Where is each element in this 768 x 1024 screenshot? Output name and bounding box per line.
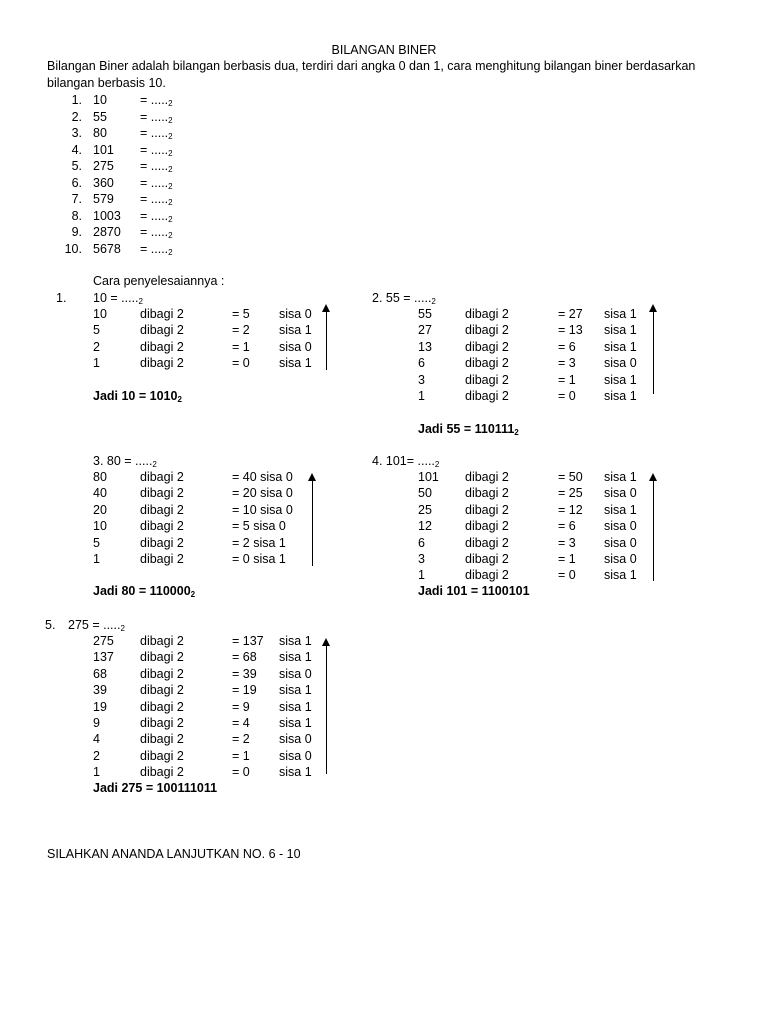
division-dividend: 27 <box>418 323 432 338</box>
division-dividend: 25 <box>418 502 432 517</box>
question-blank: = $....._2$ <box>140 142 173 158</box>
division-operation: dibagi 2 <box>140 339 184 354</box>
question-blank: = $....._2$ <box>140 241 173 257</box>
division-operation: dibagi 2 <box>465 568 509 583</box>
division-quotient: = 10 sisa 0 <box>232 502 293 517</box>
division-dividend: 1 <box>93 765 100 780</box>
division-operation: dibagi 2 <box>140 748 184 763</box>
division-remainder: sisa 1 <box>604 323 637 338</box>
solution-header: $275 = ....._2$ <box>68 618 125 633</box>
division-quotient: = 0 sisa 1 <box>232 552 286 566</box>
question-number: 2. <box>71 109 82 124</box>
base-subscript: 2 <box>431 297 436 306</box>
division-dividend: 5 <box>93 535 100 550</box>
solution-header: 3. $80 = ....._2$ <box>93 454 157 469</box>
division-dividend: 19 <box>93 699 107 714</box>
question-number: 4. <box>71 142 82 157</box>
division-operation: dibagi 2 <box>465 535 509 550</box>
base-subscript: 2 <box>168 247 173 257</box>
division-operation: dibagi 2 <box>465 356 509 371</box>
division-operation: dibagi 2 <box>140 502 184 517</box>
base-subscript: 2 <box>177 395 182 404</box>
question-number: 10. <box>64 241 82 256</box>
division-dividend: 2 <box>93 748 100 763</box>
division-operation: dibagi 2 <box>465 339 509 354</box>
division-operation: dibagi 2 <box>140 732 184 747</box>
division-dividend: 68 <box>93 666 107 681</box>
question-value: 55 <box>93 109 107 124</box>
division-operation: dibagi 2 <box>140 486 184 501</box>
division-remainder: sisa 1 <box>279 765 312 780</box>
division-dividend: 1 <box>93 356 100 371</box>
division-operation: dibagi 2 <box>465 552 509 566</box>
base-subscript: 2 <box>514 428 519 437</box>
question-value: 80 <box>93 126 107 140</box>
division-operation: dibagi 2 <box>140 683 184 698</box>
division-remainder: sisa 0 <box>604 519 637 534</box>
division-operation: dibagi 2 <box>465 470 509 484</box>
division-dividend: 40 <box>93 486 107 501</box>
question-value: 579 <box>93 192 114 206</box>
division-dividend: 50 <box>418 486 432 501</box>
division-dividend: 6 <box>418 356 425 371</box>
division-quotient: = 1 <box>558 552 576 566</box>
division-remainder: sisa 1 <box>604 389 637 403</box>
division-remainder: sisa 1 <box>604 502 637 517</box>
division-dividend: 4 <box>93 732 100 747</box>
division-operation: dibagi 2 <box>140 765 184 780</box>
division-dividend: 20 <box>93 502 107 517</box>
division-operation: dibagi 2 <box>140 552 184 566</box>
base-subscript: 2 <box>138 297 143 306</box>
division-operation: dibagi 2 <box>140 470 184 484</box>
division-dividend: 3 <box>418 372 425 387</box>
division-remainder: sisa 0 <box>279 307 312 321</box>
division-operation: dibagi 2 <box>465 323 509 338</box>
division-quotient: = 25 <box>558 486 583 501</box>
division-operation: dibagi 2 <box>140 716 184 730</box>
division-operation: dibagi 2 <box>465 502 509 517</box>
division-dividend: 1 <box>418 568 425 583</box>
division-operation: dibagi 2 <box>140 650 184 665</box>
division-operation: dibagi 2 <box>465 486 509 501</box>
question-number: 6. <box>71 175 82 190</box>
division-remainder: sisa 1 <box>604 568 637 583</box>
division-quotient: = 4 <box>232 716 250 730</box>
question-blank: = $....._2$ <box>140 93 173 108</box>
division-remainder: sisa 1 <box>279 634 312 648</box>
base-subscript: 2 <box>168 214 173 224</box>
division-quotient: = 3 <box>558 535 576 550</box>
division-remainder: sisa 0 <box>279 732 312 747</box>
division-dividend: 55 <box>418 307 432 321</box>
division-dividend: 101 <box>418 470 439 484</box>
base-subscript: 2 <box>168 99 173 108</box>
intro-paragraph: Bilangan Biner adalah bilangan berbasis dua, terdiri dari angka 0 dan 1, cara menghitung bilangan biner berdasarkan bilangan berbasis 10. <box>47 59 696 90</box>
question-value: 10 <box>93 93 107 107</box>
division-dividend: 1 <box>418 389 425 403</box>
base-subscript: 2 <box>152 460 157 469</box>
solution-number: 5. <box>45 618 56 632</box>
division-quotient: = 2 sisa 1 <box>232 535 286 550</box>
division-quotient: = 50 <box>558 470 583 484</box>
division-quotient: = 0 <box>232 356 250 371</box>
division-quotient: = 2 <box>232 732 250 747</box>
base-subscript: 2 <box>190 590 196 599</box>
division-operation: dibagi 2 <box>140 535 184 550</box>
division-remainder: sisa 1 <box>279 716 312 730</box>
division-quotient: = 1 <box>232 748 250 763</box>
question-blank: = $....._2$ <box>140 109 173 125</box>
division-operation: dibagi 2 <box>140 634 184 648</box>
page-title: BILANGAN BINER <box>331 43 437 57</box>
division-dividend: 10 <box>93 307 107 321</box>
division-remainder: sisa 1 <box>604 470 637 484</box>
division-quotient: = 0 <box>558 389 576 403</box>
division-operation: dibagi 2 <box>465 372 509 387</box>
division-quotient: = 5 <box>232 307 250 321</box>
question-blank: = $....._2$ <box>140 192 173 207</box>
solution-header: 4. $101= ....._2$ <box>372 454 440 469</box>
division-quotient: = 13 <box>558 323 583 338</box>
question-value: 2870 <box>93 225 121 239</box>
division-operation: dibagi 2 <box>140 699 184 714</box>
question-number: 1. <box>71 93 82 107</box>
division-remainder: sisa 0 <box>604 356 637 371</box>
division-operation: dibagi 2 <box>465 389 509 403</box>
division-operation: dibagi 2 <box>140 519 184 534</box>
base-subscript: 2 <box>168 231 173 240</box>
question-number: 7. <box>71 192 82 206</box>
division-quotient: = 12 <box>558 502 583 517</box>
division-remainder: sisa 0 <box>279 666 312 681</box>
question-number: 3. <box>71 126 82 140</box>
question-value: 360 <box>93 175 114 190</box>
solution-number: 1. <box>56 291 67 305</box>
read-upward-arrow-icon <box>326 311 327 370</box>
solution-result: Jadi 275 = 100111011 <box>93 781 218 795</box>
base-subscript: 2 <box>168 165 173 174</box>
method-label: Cara penyelesaiannya : <box>93 274 225 288</box>
division-remainder: sisa 0 <box>279 748 312 763</box>
division-quotient: = 40 sisa 0 <box>232 470 293 484</box>
base-subscript: 2 <box>168 198 173 207</box>
base-subscript: 2 <box>168 181 173 191</box>
question-value: 101 <box>93 142 114 157</box>
division-remainder: sisa 0 <box>279 339 312 354</box>
division-remainder: sisa 1 <box>604 307 637 321</box>
division-dividend: 9 <box>93 716 100 730</box>
solution-result: Jadi 101 = 1100101 <box>418 584 530 598</box>
base-subscript: 2 <box>168 115 173 125</box>
base-subscript: 2 <box>168 148 173 158</box>
division-dividend: 275 <box>93 634 114 648</box>
division-dividend: 13 <box>418 339 432 354</box>
read-upward-arrow-icon <box>326 645 327 774</box>
base-subscript: 2 <box>434 460 440 469</box>
question-blank: = $....._2$ <box>140 225 173 240</box>
division-operation: dibagi 2 <box>140 666 184 681</box>
division-quotient: = 1 <box>232 339 250 354</box>
solution-result: Jadi $55 = 110111_2$ <box>418 422 519 437</box>
question-number: 8. <box>71 208 82 223</box>
division-remainder: sisa 1 <box>279 356 312 371</box>
division-dividend: 5 <box>93 323 100 338</box>
read-upward-arrow-icon <box>653 480 654 581</box>
question-blank: = $....._2$ <box>140 208 173 224</box>
question-value: 275 <box>93 159 114 173</box>
division-remainder: sisa 1 <box>604 339 637 354</box>
division-operation: dibagi 2 <box>140 356 184 371</box>
division-dividend: 6 <box>418 535 425 550</box>
solution-header: 2. $55 = ....._2$ <box>372 291 436 306</box>
solution-header: $10 = ....._2$ <box>93 291 143 306</box>
division-operation: dibagi 2 <box>140 307 184 321</box>
division-dividend: 39 <box>93 683 107 698</box>
division-dividend: 2 <box>93 339 100 354</box>
question-value: 1003 <box>93 208 121 223</box>
division-quotient: = 39 <box>232 666 257 681</box>
division-dividend: 80 <box>93 470 107 484</box>
division-dividend: 3 <box>418 552 425 566</box>
question-blank: = $....._2$ <box>140 175 173 191</box>
division-dividend: 137 <box>93 650 114 665</box>
division-quotient: = 1 <box>558 372 576 387</box>
question-value: 5678 <box>93 241 121 256</box>
division-remainder: sisa 0 <box>604 486 637 501</box>
question-number: 5. <box>71 159 82 173</box>
division-dividend: 10 <box>93 519 107 534</box>
solution-result: Jadi $80 = 110000_2$ <box>93 584 196 599</box>
division-operation: dibagi 2 <box>465 519 509 534</box>
solution-result: Jadi $10 = 1010_2$ <box>93 389 182 404</box>
division-operation: dibagi 2 <box>465 307 509 321</box>
base-subscript: 2 <box>120 624 125 633</box>
question-number: 9. <box>71 225 82 239</box>
division-remainder: sisa 1 <box>279 683 312 698</box>
division-quotient: = 27 <box>558 307 583 321</box>
base-subscript: 2 <box>168 132 173 141</box>
division-dividend: 1 <box>93 552 100 566</box>
division-remainder: sisa 0 <box>604 552 637 566</box>
footer-instruction: SILAHKAN ANANDA LANJUTKAN NO. 6 - 10 <box>47 847 301 861</box>
division-remainder: sisa 1 <box>604 372 637 387</box>
division-quotient: = 68 <box>232 650 257 665</box>
division-quotient: = 0 <box>558 568 576 583</box>
division-quotient: = 20 sisa 0 <box>232 486 293 501</box>
question-blank: = $....._2$ <box>140 126 173 141</box>
division-remainder: sisa 0 <box>604 535 637 550</box>
question-blank: = $....._2$ <box>140 159 173 174</box>
division-quotient: = 9 <box>232 699 250 714</box>
division-remainder: sisa 1 <box>279 699 312 714</box>
division-dividend: 12 <box>418 519 432 534</box>
division-operation: dibagi 2 <box>140 323 184 338</box>
division-quotient: = 5 sisa 0 <box>232 519 286 534</box>
division-quotient: = 6 <box>558 339 576 354</box>
division-remainder: sisa 1 <box>279 323 312 338</box>
division-quotient: = 3 <box>558 356 576 371</box>
division-quotient: = 2 <box>232 323 250 338</box>
division-quotient: = 6 <box>558 519 576 534</box>
division-quotient: = 137 <box>232 634 264 648</box>
read-upward-arrow-icon <box>312 480 313 566</box>
division-quotient: = 0 <box>232 765 250 780</box>
division-quotient: = 19 <box>232 683 257 698</box>
read-upward-arrow-icon <box>653 311 654 394</box>
division-remainder: sisa 1 <box>279 650 312 665</box>
